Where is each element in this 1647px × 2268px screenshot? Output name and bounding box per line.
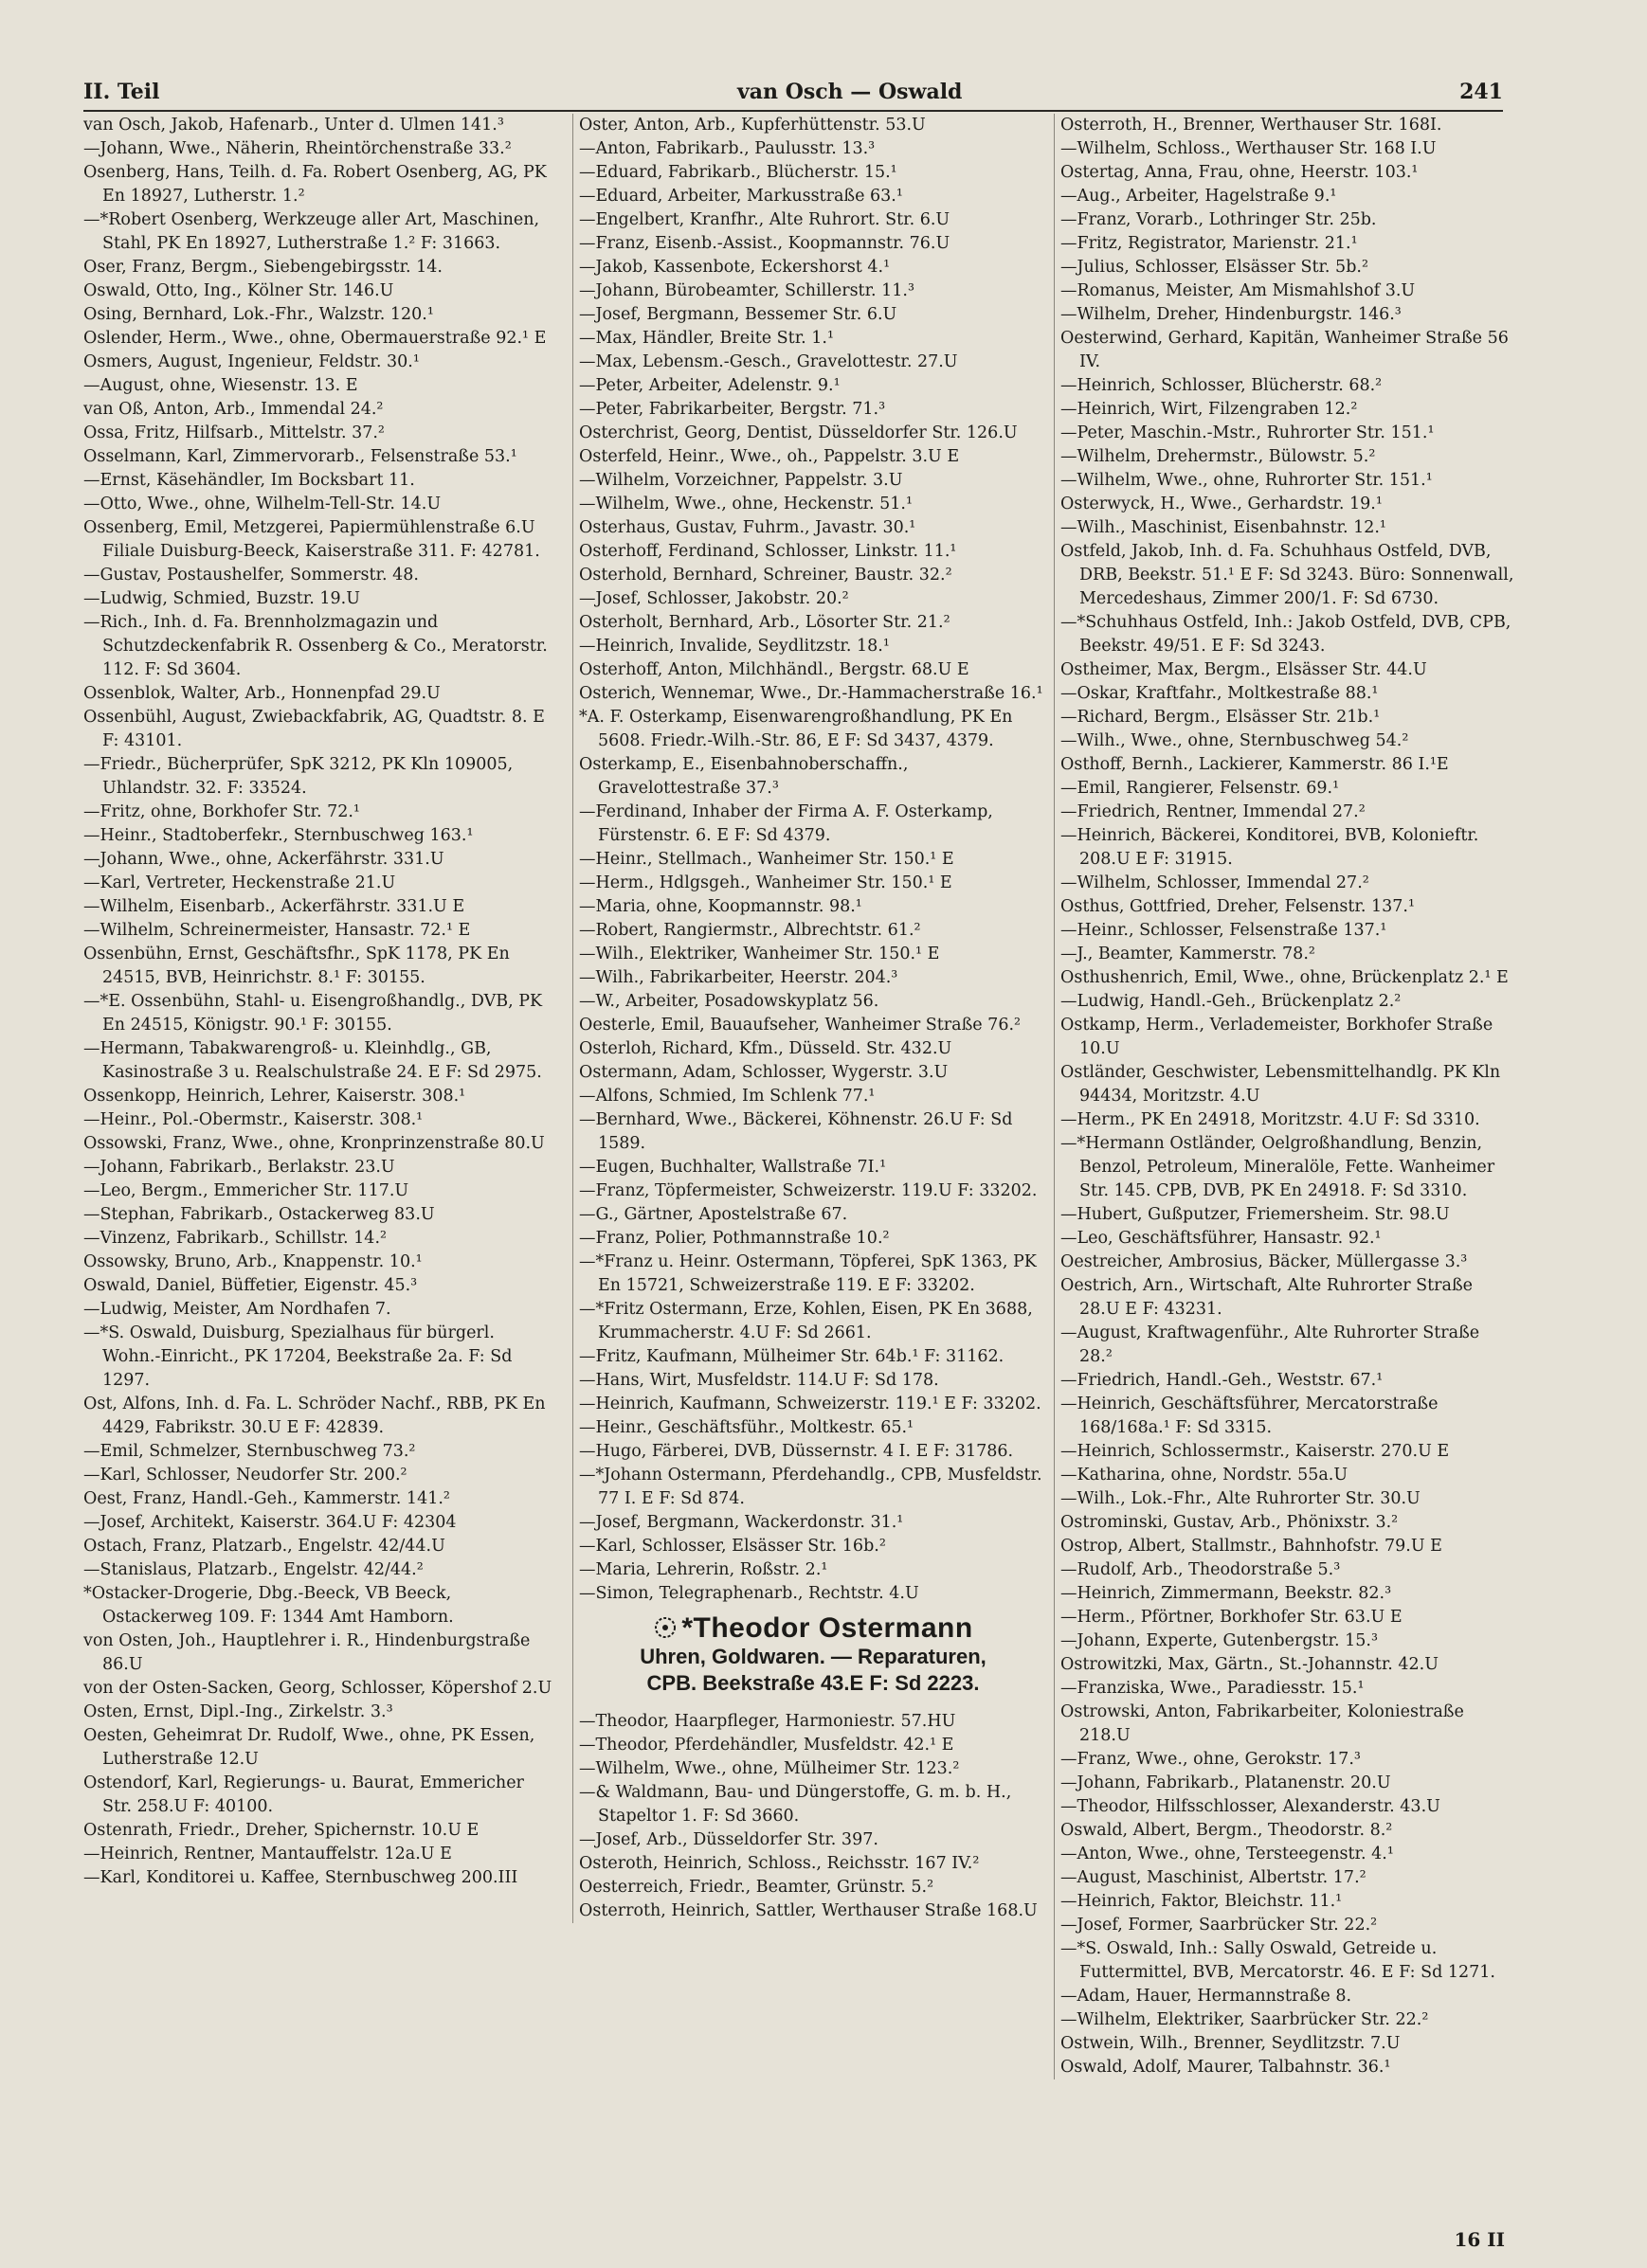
directory-entry: Ossenberg, Emil, Metzgerei, Papiermühlenstraße 6.U Filiale Duisburg-Beeck, Kaiserstraße 311. F: 42781. [83, 518, 540, 561]
directory-entry: —Friedrich, Handl.-Geh., Weststr. 67.¹ [1060, 1371, 1384, 1390]
directory-entry: —Wilhelm, Schreinermeister, Hansastr. 72.¹ E [83, 921, 471, 940]
directory-entry: —Engelbert, Kranfhr., Alte Ruhrort. Str. 6.U [579, 210, 950, 229]
directory-entry: —Rudolf, Arb., Theodorstraße 5.³ [1060, 1560, 1341, 1579]
directory-entry: —Franz, Eisenb.-Assist., Koopmannstr. 76.U [579, 234, 950, 253]
directory-entry: —Johann, Fabrikarb., Platanenstr. 20.U [1060, 1773, 1391, 1792]
directory-entry: —*S. Oswald, Inh.: Sally Oswald, Getreide u. Futtermittel, BVB, Mercatorstr. 46. E F: Sd 1271. [1060, 1939, 1495, 1982]
directory-entry: Oslender, Herm., Wwe., ohne, Obermauerstraße 92.¹ E [83, 329, 547, 348]
directory-entry: —Fritz, Kaufmann, Mülheimer Str. 64b.¹ F: 31162. [579, 1347, 1004, 1366]
directory-entry: —Heinrich, Schlosser, Blücherstr. 68.² [1060, 376, 1383, 395]
directory-entry: —Ludwig, Meister, Am Nordhafen 7. [83, 1300, 391, 1319]
directory-entry: —Maria, ohne, Koopmannstr. 98.¹ [579, 897, 862, 916]
directory-entry: Osmers, August, Ingenieur, Feldstr. 30.¹ [83, 352, 420, 371]
directory-entry: Osterfeld, Heinr., Wwe., oh., Pappelstr. 3.U E [579, 447, 960, 466]
directory-entry: —Josef, Former, Saarbrücker Str. 22.² [1060, 1916, 1378, 1935]
directory-entry: —*Fritz Ostermann, Erze, Kohlen, Eisen, PK En 3688, Krummacherstr. 4.U F: Sd 2661. [579, 1300, 1033, 1342]
directory-entry: Oser, Franz, Bergm., Siebengebirgsstr. 14. [83, 258, 443, 277]
directory-entry: Ossenbühl, August, Zwiebackfabrik, AG, Quadtstr. 8. E F: 43101. [83, 708, 545, 750]
running-title: van Osch — Oswald [737, 80, 963, 104]
directory-entry: —Maria, Lehrerin, Roßstr. 2.¹ [579, 1560, 828, 1579]
directory-entry: —Hubert, Gußputzer, Friemersheim. Str. 98.U [1060, 1205, 1450, 1224]
directory-entry: —*Johann Ostermann, Pferdehandlg., CPB, Musfeldstr. 77 I. E F: Sd 874. [579, 1466, 1042, 1508]
directory-entry: —Stanislaus, Platzarb., Engelstr. 42/44.² [83, 1560, 424, 1579]
directory-entry: —Johann, Experte, Gutenbergstr. 15.³ [1060, 1631, 1378, 1650]
directory-entry: —Simon, Telegraphenarb., Rechtstr. 4.U [579, 1584, 919, 1603]
directory-entry: Oestrich, Arn., Wirtschaft, Alte Ruhrorter Straße 28.U E F: 43231. [1060, 1276, 1473, 1319]
directory-entry: —*Schuhhaus Ostfeld, Inh.: Jakob Ostfeld, DVB, CPB, Beekstr. 49/51. E F: Sd 3243. [1060, 613, 1511, 656]
directory-entry: —G., Gärtner, Apostelstraße 67. [579, 1205, 848, 1224]
directory-entry: Osterhaus, Gustav, Fuhrm., Javastr. 30.¹ [579, 518, 916, 537]
directory-entry: —Johann, Wwe., Näherin, Rheintörchenstraße 33.² [83, 139, 512, 158]
directory-entry: Ostheimer, Max, Bergm., Elsässer Str. 44.U [1060, 660, 1427, 679]
directory-entry: van Oß, Anton, Arb., Immendal 24.² [83, 400, 384, 419]
directory-entry: —Josef, Arb., Düsseldorfer Str. 397. [579, 1830, 878, 1849]
directory-entry: —Wilhelm, Eisenbarb., Ackerfährstr. 331.U E [83, 897, 465, 916]
directory-entry: —Heinrich, Invalide, Seydlitzstr. 18.¹ [579, 637, 890, 656]
directory-entry: Osterhoff, Ferdinand, Schlosser, Linkstr. 11.¹ [579, 542, 957, 561]
directory-entry: —Eugen, Buchhalter, Wallstraße 7I.¹ [579, 1158, 887, 1177]
page-number: 241 [1459, 80, 1503, 104]
directory-entry: —Wilhelm, Wwe., ohne, Ruhrorter Str. 151.¹ [1060, 471, 1433, 490]
directory-entry: —Wilh., Fabrikarbeiter, Heerstr. 204.³ [579, 968, 898, 987]
directory-entry: Osselmann, Karl, Zimmervorarb., Felsenstraße 53.¹ [83, 447, 517, 466]
directory-entry: —Peter, Arbeiter, Adelenstr. 9.¹ [579, 376, 841, 395]
directory-entry: —Wilhelm, Wwe., ohne, Heckenstr. 51.¹ [579, 495, 913, 513]
directory-entry: Osterloh, Richard, Kfm., Düsseld. Str. 432.U [579, 1039, 952, 1058]
directory-entry: Osthus, Gottfried, Dreher, Felsenstr. 137.¹ [1060, 897, 1415, 916]
directory-entry: *Ostacker-Drogerie, Dbg.-Beeck, VB Beeck, Ostackerweg 109. F: 1344 Amt Hamborn. [83, 1584, 454, 1627]
directory-entry: —Heinrich, Bäckerei, Konditorei, BVB, Kolonieftr. 208.U E F: 31915. [1060, 826, 1479, 869]
directory-entry: Ostländer, Geschwister, Lebensmittelhandlg. PK Kln 94434, Moritzstr. 4.U [1060, 1063, 1501, 1106]
directory-entry: —Heinrich, Geschäftsführer, Mercatorstraße 168/168a.¹ F: Sd 3315. [1060, 1395, 1439, 1437]
directory-entry: —Fritz, Registrator, Marienstr. 21.¹ [1060, 234, 1358, 253]
directory-entry: —Heinr., Stadtoberfekr., Sternbuschweg 163.¹ [83, 826, 474, 845]
directory-entry: —Anton, Fabrikarb., Paulusstr. 13.³ [579, 139, 876, 158]
directory-entry: —Hugo, Färberei, DVB, Düssernstr. 4 I. E F: 31786. [579, 1442, 1014, 1461]
directory-entry: —& Waldmann, Bau- und Düngerstoffe, G. m. b. H., Stapeltor 1. F: Sd 3660. [579, 1783, 1012, 1826]
directory-entry: —Wilh., Wwe., ohne, Sternbuschweg 54.² [1060, 731, 1409, 750]
directory-entry: —Stephan, Fabrikarb., Ostackerweg 83.U [83, 1205, 435, 1224]
directory-entry: Ost, Alfons, Inh. d. Fa. L. Schröder Nachf., RBB, PK En 4429, Fabrikstr. 30.U E F: 42839. [83, 1395, 546, 1437]
directory-entry: —Romanus, Meister, Am Mismahlshof 3.U [1060, 281, 1416, 300]
directory-entry: Osteroth, Heinrich, Schloss., Reichsstr. 167 IV.² [579, 1854, 980, 1873]
directory-entry: —*Robert Osenberg, Werkzeuge aller Art, Maschinen, Stahl, PK En 18927, Lutherstraße 1.² F: 31663. [83, 210, 540, 253]
directory-entry: —Heinrich, Wirt, Filzengraben 12.² [1060, 400, 1358, 419]
directory-entry: Ostrowitzki, Max, Gärtn., St.-Johannstr. 42.U [1060, 1655, 1439, 1674]
directory-entry: —Katharina, ohne, Nordstr. 55a.U [1060, 1466, 1348, 1485]
directory-entry: Ostenrath, Friedr., Dreher, Spichernstr. 10.U E [83, 1821, 480, 1840]
directory-entry: —Heinrich, Kaufmann, Schweizerstr. 119.¹ E F: 33202. [579, 1395, 1041, 1413]
directory-entry: —Ludwig, Handl.-Geh., Brückenplatz 2.² [1060, 992, 1402, 1011]
directory-entry: —Eduard, Fabrikarb., Blücherstr. 15.¹ [579, 163, 897, 182]
directory-entry: —Jakob, Kassenbote, Eckershorst 4.¹ [579, 258, 891, 277]
directory-entry: —Max, Lebensm.-Gesch., Gravelottestr. 27.U [579, 352, 958, 371]
directory-entry: —Herm., PK En 24918, Moritzstr. 4.U F: Sd 3310. [1060, 1110, 1480, 1129]
directory-entry: Ossowski, Franz, Wwe., ohne, Kronprinzenstraße 80.U [83, 1134, 545, 1153]
ad-line-1: Uhren, Goldwaren. — Reparaturen, [640, 1645, 986, 1668]
directory-entry: —Franziska, Wwe., Paradiesstr. 15.¹ [1060, 1679, 1365, 1698]
directory-entry: —Wilhelm, Elektriker, Saarbrücker Str. 22.² [1060, 2010, 1429, 2029]
directory-entry: Osterroth, H., Brenner, Werthauser Str. 168I. [1060, 116, 1442, 135]
directory-entry: Ostfeld, Jakob, Inh. d. Fa. Schuhhaus Ostfeld, DVB, DRB, Beekstr. 51.¹ E F: Sd 3243. Büro: Sonnenwall, Mercedeshaus, Zimmer 200/1. F: Sd 6730. [1060, 542, 1514, 608]
directory-entry: —Wilhelm, Schloss., Werthauser Str. 168 I.U [1060, 139, 1437, 158]
directory-entry: —Karl, Schlosser, Neudorfer Str. 200.² [83, 1466, 407, 1485]
directory-entry: —J., Beamter, Kammerstr. 78.² [1060, 945, 1315, 963]
directory-entry: —Bernhard, Wwe., Bäckerei, Köhnenstr. 26.U F: Sd 1589. [579, 1110, 1013, 1153]
directory-entry: —Emil, Schmelzer, Sternbuschweg 73.² [83, 1442, 416, 1461]
directory-entry: —Ernst, Käsehändler, Im Bocksbart 11. [83, 471, 415, 490]
directory-entry: —Johann, Bürobeamter, Schillerstr. 11.³ [579, 281, 914, 300]
directory-entry: —Peter, Fabrikarbeiter, Bergstr. 71.³ [579, 400, 886, 419]
directory-entry: —Josef, Schlosser, Jakobstr. 20.² [579, 589, 849, 608]
directory-entry: —Franz, Vorarb., Lothringer Str. 25b. [1060, 210, 1377, 229]
directory-entry: Oesterle, Emil, Bauaufseher, Wanheimer Straße 76.² [579, 1016, 1022, 1035]
directory-entry: *A. F. Osterkamp, Eisenwarengroßhandlung, PK En 5608. Friedr.-Wilh.-Str. 86, E F: Sd 3437, 4379. [579, 708, 1013, 750]
directory-entry: —Wilhelm, Schlosser, Immendal 27.² [1060, 873, 1369, 892]
directory-entry: Osterchrist, Georg, Dentist, Düsseldorfer Str. 126.U [579, 423, 1018, 442]
directory-entry: —Wilh., Lok.-Fhr., Alte Ruhrorter Str. 30.U [1060, 1489, 1421, 1508]
directory-entry: —Anton, Wwe., ohne, Tersteegenstr. 4.¹ [1060, 1845, 1394, 1863]
directory-entry: Osthushenrich, Emil, Wwe., ohne, Brückenplatz 2.¹ E [1060, 968, 1509, 987]
directory-entry: Ossenbühn, Ernst, Geschäftsfhr., SpK 1178, PK En 24515, BVB, Heinrichstr. 8.¹ F: 30155. [83, 945, 510, 987]
directory-entry: —Leo, Bergm., Emmericher Str. 117.U [83, 1181, 409, 1200]
directory-entry: —Karl, Schlosser, Elsässer Str. 16b.² [579, 1537, 886, 1556]
directory-entry: —Heinrich, Zimmermann, Beekstr. 82.³ [1060, 1584, 1392, 1603]
directory-entry: —*S. Oswald, Duisburg, Spezialhaus für bürgerl. Wohn.-Einricht., PK 17204, Beekstraße 2a. F: Sd 1297. [83, 1323, 513, 1390]
directory-entry: —Oskar, Kraftfahr., Moltkestraße 88.¹ [1060, 684, 1379, 703]
directory-entry: Ossenkopp, Heinrich, Lehrer, Kaiserstr. 308.¹ [83, 1087, 466, 1106]
directory-entry: —Wilh., Elektriker, Wanheimer Str. 150.¹ E [579, 945, 940, 963]
directory-entry: Osterkamp, E., Eisenbahnoberschaffn., Gravelottestraße 37.³ [579, 755, 909, 798]
directory-entry: Oswald, Otto, Ing., Kölner Str. 146.U [83, 281, 394, 300]
directory-entry: —Franz, Töpfermeister, Schweizerstr. 119.U F: 33202. [579, 1181, 1038, 1200]
directory-entry: von Osten, Joh., Hauptlehrer i. R., Hindenburgstraße 86.U [83, 1631, 531, 1674]
directory-entry: —Gustav, Postaushelfer, Sommerstr. 48. [83, 566, 419, 585]
directory-entry: —Adam, Hauer, Hermannstraße 8. [1060, 1987, 1352, 2006]
directory-entry: —Karl, Vertreter, Heckenstraße 21.U [83, 873, 396, 892]
directory-entry: —Aug., Arbeiter, Hagelstraße 9.¹ [1060, 187, 1337, 206]
directory-entry: —Theodor, Pferdehändler, Musfeldstr. 42.¹ E [579, 1736, 954, 1755]
directory-entry: —Rich., Inh. d. Fa. Brennholzmagazin und Schutzdeckenfabrik R. Ossenberg & Co., Meratorstr. 112. F: Sd 3604. [83, 613, 548, 679]
directory-entry: —Ferdinand, Inhaber der Firma A. F. Osterkamp, Fürstenstr. 6. E F: Sd 4379. [579, 802, 993, 845]
directory-entry: Oswald, Albert, Bergm., Theodorstr. 8.² [1060, 1821, 1393, 1840]
directory-entry: Ostach, Franz, Platzarb., Engelstr. 42/44.U [83, 1537, 445, 1556]
directory-entry: Ostendorf, Karl, Regierungs- u. Baurat, Emmericher Str. 258.U F: 40100. [83, 1773, 524, 1816]
directory-entry: —Wilhelm, Drehermstr., Bülowstr. 5.² [1060, 447, 1376, 466]
directory-entry: Ostrop, Albert, Stallmstr., Bahnhofstr. 79.U E [1060, 1537, 1442, 1556]
column-middle [572, 114, 1047, 1923]
directory-entry: —Robert, Rangiermstr., Albrechtstr. 61.² [579, 921, 921, 940]
directory-entry: —Hermann, Tabakwarengroß- u. Kleinhdlg., GB, Kasinostraße 3 u. Realschulstraße 24. E F: Sd 2975. [83, 1039, 542, 1082]
directory-entry: —Theodor, Haarpfleger, Harmoniestr. 57.HU [579, 1712, 956, 1731]
column-left [83, 114, 557, 1890]
directory-entry: —Otto, Wwe., ohne, Wilhelm-Tell-Str. 14.U [83, 495, 442, 513]
directory-entry: —*Hermann Ostländer, Oelgroßhandlung, Benzin, Benzol, Petroleum, Mineralöle, Fette. Wanheimer Str. 145. CPB, DVB, PK En 24918. F: Sd 3310. [1060, 1134, 1495, 1200]
directory-entry: Ostwein, Wilh., Brenner, Seydlitzstr. 7.U [1060, 2034, 1401, 2053]
directory-entry: —Karl, Konditorei u. Kaffee, Sternbuschweg 200.III [83, 1868, 518, 1887]
directory-entry: —Herm., Hdlgsgeh., Wanheimer Str. 150.¹ E [579, 873, 952, 892]
directory-entry: —Vinzenz, Fabrikarb., Schillstr. 14.² [83, 1229, 388, 1248]
advertisement-ostermann [579, 1612, 1047, 1697]
directory-entry: —Friedr., Bücherprüfer, SpK 3212, PK Kln 109005, Uhlandstr. 32. F: 33524. [83, 755, 514, 798]
directory-entry: —Wilhelm, Wwe., ohne, Mülheimer Str. 123.² [579, 1759, 960, 1778]
directory-entry: —Heinr., Geschäftsführ., Moltkestr. 65.¹ [579, 1418, 914, 1437]
directory-entry: —Heinrich, Faktor, Bleichstr. 11.¹ [1060, 1892, 1343, 1911]
directory-entry: —Friedrich, Rentner, Immendal 27.² [1060, 802, 1366, 821]
directory-entry: van Osch, Jakob, Hafenarb., Unter d. Ulmen 141.³ [83, 116, 504, 135]
directory-entry: —Johann, Wwe., ohne, Ackerfährstr. 331.U [83, 850, 444, 869]
directory-entry: —Alfons, Schmied, Im Schlenk 77.¹ [579, 1087, 876, 1106]
directory-entry: Osterhold, Bernhard, Schreiner, Baustr. 32.² [579, 566, 952, 585]
directory-entry: von der Osten-Sacken, Georg, Schlosser, Köpershof 2.U [83, 1679, 552, 1698]
directory-entry: Osenberg, Hans, Teilh. d. Fa. Robert Osenberg, AG, PK En 18927, Lutherstr. 1.² [83, 163, 547, 206]
ornament-icon [653, 1615, 678, 1640]
signature-mark: 16 II [1454, 2228, 1505, 2251]
directory-entry: —Josef, Bergmann, Bessemer Str. 6.U [579, 305, 897, 324]
directory-entry: —Hans, Wirt, Musfeldstr. 114.U F: Sd 178. [579, 1371, 939, 1390]
directory-entry: Oswald, Daniel, Büffetier, Eigenstr. 45.³ [83, 1276, 418, 1295]
directory-entry: —Wilh., Maschinist, Eisenbahnstr. 12.¹ [1060, 518, 1386, 537]
directory-entry: —Franz, Polier, Pothmannstraße 10.² [579, 1229, 890, 1248]
directory-entry: Ossa, Fritz, Hilfsarb., Mittelstr. 37.² [83, 423, 385, 442]
directory-entry: Ossenblok, Walter, Arb., Honnenpfad 29.U [83, 684, 441, 703]
directory-entry: —August, Kraftwagenführ., Alte Ruhrorter Straße 28.² [1060, 1323, 1480, 1366]
directory-entry: —Theodor, Hilfsschlosser, Alexanderstr. 43.U [1060, 1797, 1440, 1816]
directory-entry: —Peter, Maschin.-Mstr., Ruhrorter Str. 151.¹ [1060, 423, 1435, 442]
directory-entry: —Josef, Bergmann, Wackerdonstr. 31.¹ [579, 1513, 904, 1532]
directory-entry: Osterhoff, Anton, Milchhändl., Bergstr. 68.U E [579, 660, 969, 679]
directory-entry: —Wilhelm, Vorzeichner, Pappelstr. 3.U [579, 471, 903, 490]
directory-entry: —Eduard, Arbeiter, Markusstraße 63.¹ [579, 187, 903, 206]
directory-entry: —Fritz, ohne, Borkhofer Str. 72.¹ [83, 802, 360, 821]
directory-entry: —Franz, Wwe., ohne, Gerokstr. 17.³ [1060, 1750, 1361, 1769]
directory-entry: —Julius, Schlosser, Elsässer Str. 5b.² [1060, 258, 1368, 277]
directory-entry: Ostrowski, Anton, Fabrikarbeiter, Koloniestraße 218.U [1060, 1702, 1464, 1745]
directory-entry: —Max, Händler, Breite Str. 1.¹ [579, 329, 834, 348]
directory-entry: —August, ohne, Wiesenstr. 13. E [83, 376, 358, 395]
directory-entry: Oest, Franz, Handl.-Geh., Kammerstr. 141.² [83, 1489, 450, 1508]
directory-entry: Osten, Ernst, Dipl.-Ing., Zirkelstr. 3.³ [83, 1702, 393, 1721]
directory-entry: —Richard, Bergm., Elsässer Str. 21b.¹ [1060, 708, 1381, 727]
directory-entry: —*E. Ossenbühn, Stahl- u. Eisengroßhandlg., DVB, PK En 24515, Königstr. 90.¹ F: 30155. [83, 992, 543, 1035]
directory-entry: —Johann, Fabrikarb., Berlakstr. 23.U [83, 1158, 395, 1177]
directory-entry: —Leo, Geschäftsführer, Hansastr. 92.¹ [1060, 1229, 1382, 1248]
directory-entry: Oesten, Geheimrat Dr. Rudolf, Wwe., ohne, PK Essen, Lutherstraße 12.U [83, 1726, 535, 1769]
directory-entry: Osing, Bernhard, Lok.-Fhr., Walzstr. 120.¹ [83, 305, 434, 324]
directory-entry: Ostermann, Adam, Schlosser, Wygerstr. 3.U [579, 1063, 949, 1082]
directory-entry: —Heinrich, Schlossermstr., Kaiserstr. 270.U E [1060, 1442, 1450, 1461]
directory-entry: Osterwyck, H., Wwe., Gerhardstr. 19.¹ [1060, 495, 1383, 513]
directory-entry: —Wilhelm, Dreher, Hindenburgstr. 146.³ [1060, 305, 1402, 324]
directory-entry: Oesterreich, Friedr., Beamter, Grünstr. 5.² [579, 1878, 934, 1897]
directory-entry: —Heinr., Stellmach., Wanheimer Str. 150.¹ E [579, 850, 954, 869]
directory-entry: —*Franz u. Heinr. Ostermann, Töpferei, SpK 1363, PK En 15721, Schweizerstraße 119. E F: 33202. [579, 1252, 1037, 1295]
directory-entry: Ostkamp, Herm., Verlademeister, Borkhofer Straße 10.U [1060, 1016, 1493, 1058]
directory-entry: —Ludwig, Schmied, Buzstr. 19.U [83, 589, 360, 608]
directory-entry: Ossowsky, Bruno, Arb., Knappenstr. 10.¹ [83, 1252, 423, 1271]
directory-entry: —Heinr., Schlosser, Felsenstraße 137.¹ [1060, 921, 1387, 940]
directory-entry: —August, Maschinist, Albertstr. 17.² [1060, 1868, 1366, 1887]
directory-entry: Oster, Anton, Arb., Kupferhüttenstr. 53.U [579, 116, 926, 135]
directory-entry: Osthoff, Bernh., Lackierer, Kammerstr. 86 I.¹E [1060, 755, 1449, 774]
directory-entry: —Heinr., Pol.-Obermstr., Kaiserstr. 308.¹ [83, 1110, 424, 1129]
directory-entry: —Herm., Pförtner, Borkhofer Str. 63.U E [1060, 1608, 1403, 1627]
directory-entry: —Heinrich, Rentner, Mantauffelstr. 12a.U E [83, 1845, 452, 1863]
directory-entry: Oestreicher, Ambrosius, Bäcker, Müllergasse 3.³ [1060, 1252, 1468, 1271]
directory-entry: Ostrominski, Gustav, Arb., Phönixstr. 3.² [1060, 1513, 1399, 1532]
directory-entry: Osterroth, Heinrich, Sattler, Werthauser Straße 168.U [579, 1901, 1038, 1920]
ad-line-2: CPB. Beekstraße 43.E F: Sd 2223. [646, 1671, 980, 1695]
directory-entry: —Emil, Rangierer, Felsenstr. 69.¹ [1060, 779, 1340, 798]
directory-entry: Osterholt, Bernhard, Arb., Lösorter Str. 21.² [579, 613, 950, 632]
column-right [1054, 114, 1517, 2079]
directory-entry: Ostertag, Anna, Frau, ohne, Heerstr. 103.¹ [1060, 163, 1419, 182]
directory-entry: Oesterwind, Gerhard, Kapitän, Wanheimer Straße 56 IV. [1060, 329, 1509, 371]
part-label: II. Teil [83, 80, 160, 104]
directory-entry: Osterich, Wennemar, Wwe., Dr.-Hammacherstraße 16.¹ [579, 684, 1043, 703]
page-header [83, 76, 1503, 112]
ad-name: *Theodor Ostermann [681, 1612, 973, 1644]
directory-entry: —Josef, Architekt, Kaiserstr. 364.U F: 42304 [83, 1513, 457, 1532]
directory-entry: —W., Arbeiter, Posadowskyplatz 56. [579, 992, 879, 1011]
directory-entry: Oswald, Adolf, Maurer, Talbahnstr. 36.¹ [1060, 2058, 1391, 2077]
